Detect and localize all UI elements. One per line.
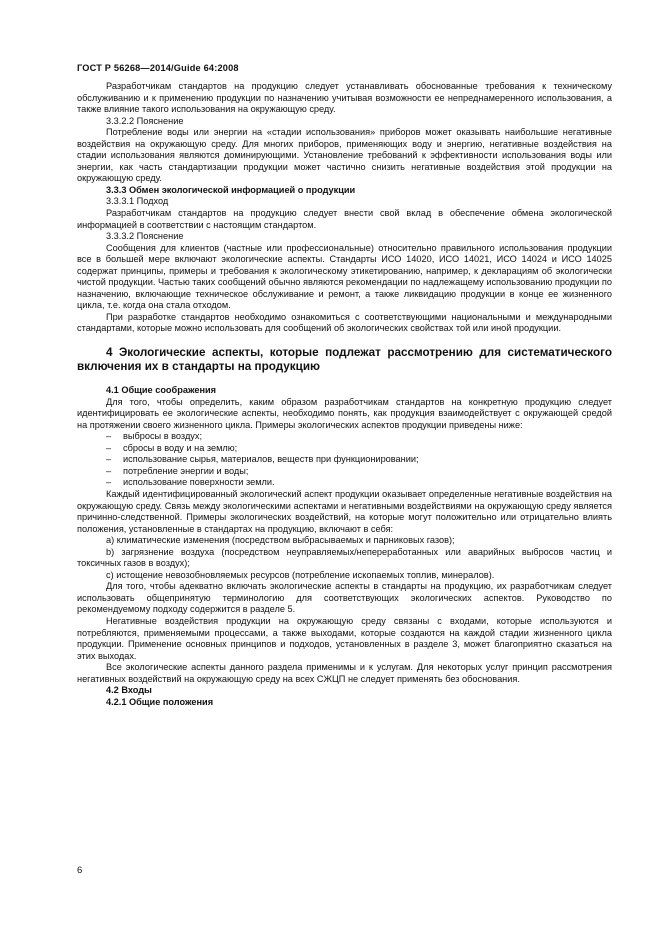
list-item: – использование поверхности земли. xyxy=(106,477,275,488)
paragraph: Разработчикам стандартов на продукцию следует внести свой вклад в обеспечение обмена экологической информацией в соответствии с настоящим стандартом. xyxy=(77,208,612,230)
list-item: – выбросы в воздух; xyxy=(106,431,203,442)
section-heading-4-2: 4.2 Входы xyxy=(106,685,152,696)
paragraph: Все экологические аспекты данного раздела применимы и к услугам. Для некоторых услуг принцип рассмотрения негативных воздействий на окружающую среду на всех СЖЦП не следует применять без обоснования. xyxy=(77,662,612,684)
list-dash: – xyxy=(106,442,112,453)
enum-item-a: a) климатические изменения (посредством выбрасываемых и парниковых газов); xyxy=(106,535,455,546)
list-dash: – xyxy=(106,454,112,465)
section-heading-4-1: 4.1 Общие соображения xyxy=(106,385,216,396)
list-item: – потребление энергии и воды; xyxy=(106,465,249,476)
list-dash: – xyxy=(106,477,112,488)
subsection-heading: 3.3.3.1 Подход xyxy=(106,196,169,207)
list-item: – использование сырья, материалов, веществ при функционировании; xyxy=(106,454,419,465)
paragraph: Для того, чтобы определить, каким образом разработчикам стандартов на конкретную продукцию следует идентифицировать ее экологические аспекты, необходимо понять, как продукция взаимодействует с окружающей средой на протяжении своего жизненного цикла. Примеры экологических аспектов продукции приведены ниже: xyxy=(77,396,612,430)
aspects-list xyxy=(77,431,612,489)
enum-item-c: c) истощение невозобновляемых ресурсов (потребление ископаемых топлив, минералов). xyxy=(106,569,495,580)
section-heading-4: 4 Экологические аспекты, которые подлежат рассмотрению для систематического включения их в стандарты на продукцию xyxy=(77,346,612,374)
paragraph: Сообщения для клиентов (частные или профессиональные) относительно правильного использования продукции все в большей мере включают экологические аспекты. Стандарты ИСО 14020, ИСО 14021, ИСО 14024 и ИСО 14025 содержат принципы, примеры и требования к экологическому этикетированию, например, к декларациям об экологически чистой продукции. Частью таких сообщений обычно являются рекомендации по надлежащему использованию продукции по назначению, включающие техническое обслуживание и ремонт, а также ликвидацию продукции в конце ее жизненного цикла, т.е. когда она стала отходом. xyxy=(77,242,612,311)
enum-item-b: b) загрязнение воздуха (посредством неуправляемых/непереработанных или аварийных выбросов частиц и токсичных газов в воздух); xyxy=(77,546,612,569)
section-heading-3-3-3: 3.3.3 Обмен экологической информацией о продукции xyxy=(106,184,356,195)
subsection-heading: 3.3.2.2 Пояснение xyxy=(106,115,184,126)
page-content xyxy=(77,81,612,708)
paragraph: Для того, чтобы адекватно включать экологические аспекты в стандарты на продукцию, их разработчикам следует использовать общепринятую терминологию для соответствующих экологических аспектов. Руководство по рекомендуемому подходу содержится в разделе 5. xyxy=(77,581,612,615)
list-item: – сбросы в воду и на землю; xyxy=(106,442,238,453)
list-dash: – xyxy=(106,431,112,442)
paragraph: Разработчикам стандартов на продукцию следует устанавливать обоснованные требования к техническому обслуживанию и к применению продукции по назначению учитывая возможности ее непреднамеренного использования, а также влияние такого использования на окружающую среду. xyxy=(77,81,612,115)
paragraph: Потребление воды или энергии на «стадии использования» приборов может оказывать наибольшие негативные воздействия на окружающую среду. Для многих приборов, применяющих воду и энергию, негативные воздействия на стадии использования являются доминирующими. Установление требований к эффективности использования воды или энергии, как часть стандартизации продукции может частично снизить негативные воздействия этой продукции на окружающую среду. xyxy=(77,127,612,184)
subsection-heading: 3.3.3.2 Пояснение xyxy=(106,231,184,242)
paragraph: При разработке стандартов необходимо ознакомиться с соответствующими национальными и международными стандартами, которые можно использовать для сообщений об экологических свойствах той или иной продукции. xyxy=(77,311,612,334)
paragraph: Каждый идентифицированный экологический аспект продукции оказывает определенные негативные воздействия на окружающую среду. Связь между экологическими аспектами и негативными воздействиями на окружающую среду является причинно-следственной. Примеры экологических воздействий, на которые могут положительно или отрицательно влиять положения, установленные в стандартах на продукцию, включают в себя: xyxy=(77,488,612,534)
list-dash: – xyxy=(106,465,112,476)
running-header: ГОСТ Р 56268—2014/Guide 64:2008 xyxy=(77,63,239,73)
page-number: 6 xyxy=(77,865,83,876)
paragraph: Негативные воздействия продукции на окружающую среду связаны с входами, которые используются и потребляются, применяемыми процессами, а также выходами, которые создаются на каждой стадии жизненного цикла продукции. Применение основных принципов и подходов, установленных в разделе 3, может благоприятно сказаться на этих выходах. xyxy=(77,615,612,661)
section-heading-4-2-1: 4.2.1 Общие положения xyxy=(106,696,214,707)
